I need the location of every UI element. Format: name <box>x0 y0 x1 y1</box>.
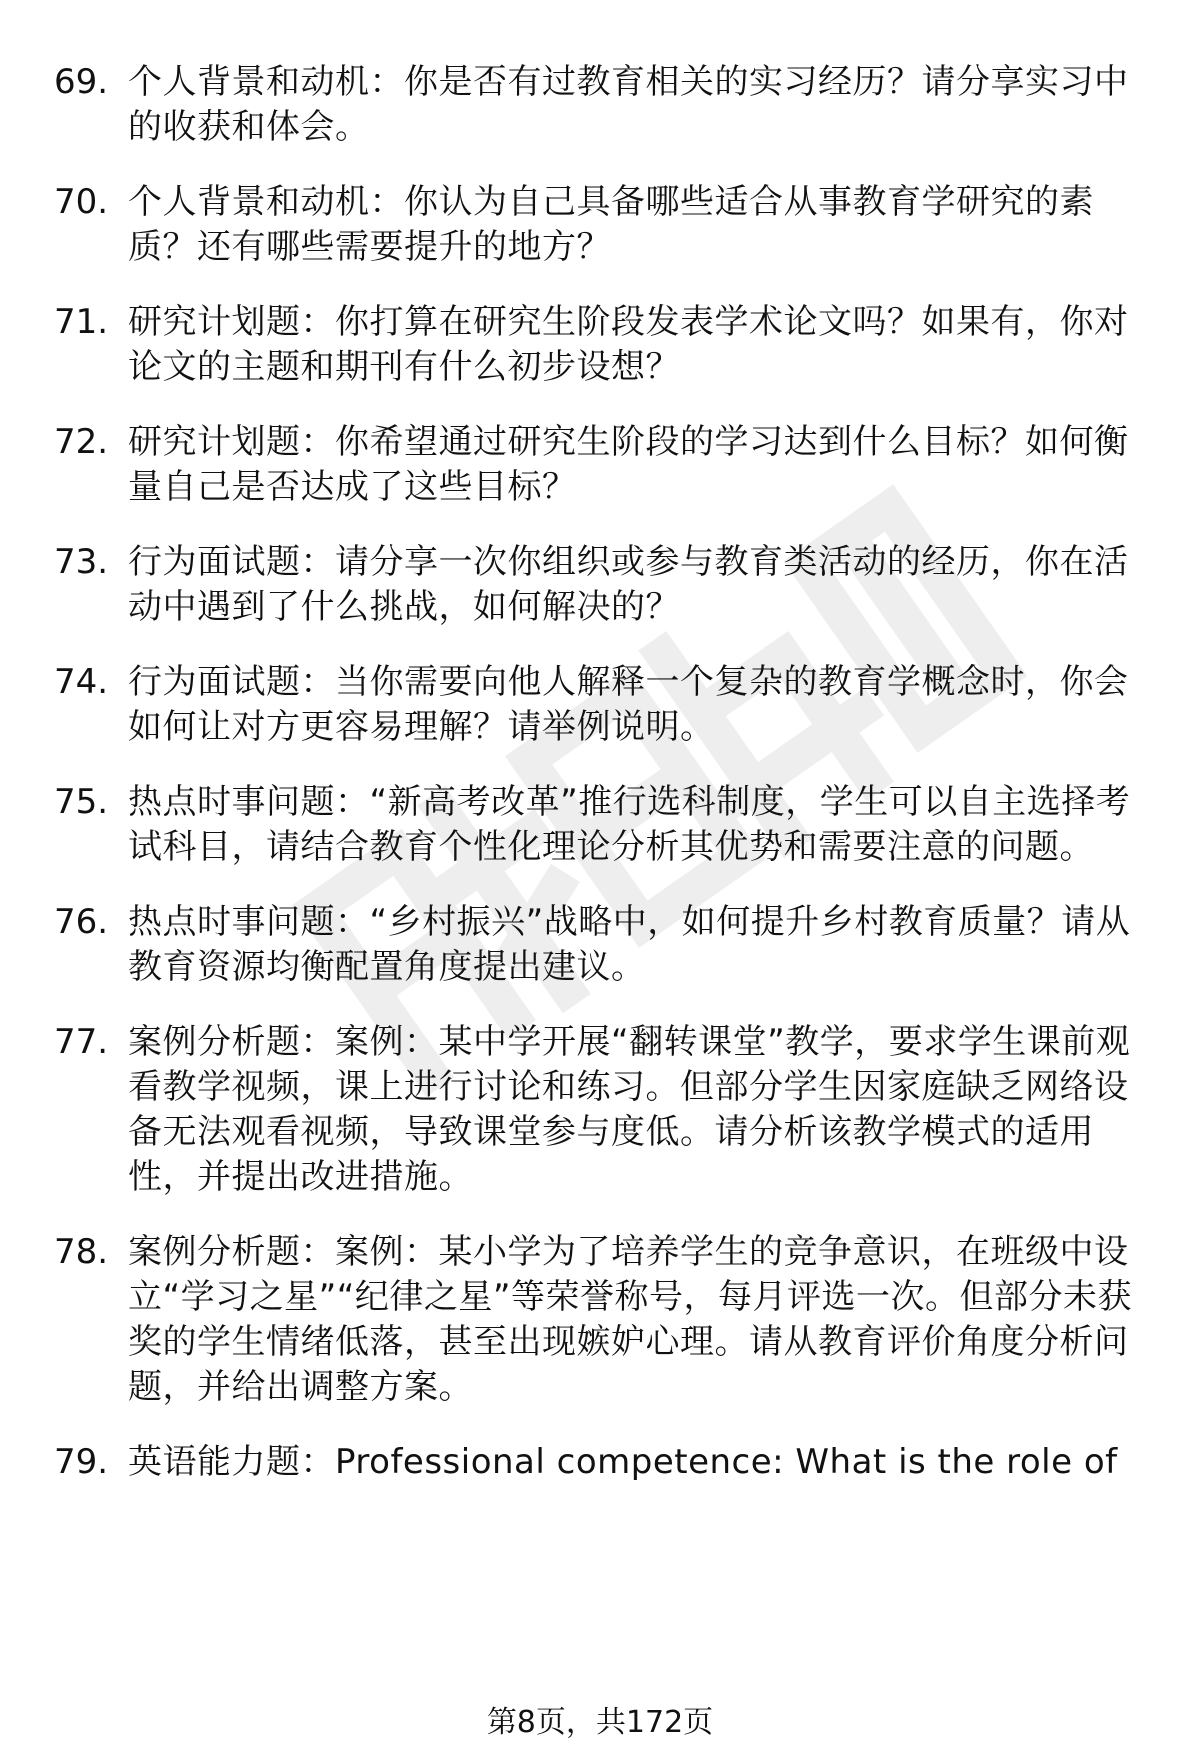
question-item <box>54 60 1144 150</box>
page-number-label: 第8页，共172页 <box>486 1705 714 1740</box>
question-number: 78. <box>54 1232 109 1272</box>
question-text: 英语能力题：Professional competence: What is the role of <box>128 1442 1118 1482</box>
question-text: 研究计划题：你希望通过研究生阶段的学习达到什么目标？如何衡量自己是否达成了这些目标？ <box>128 422 1129 507</box>
question-number: 75. <box>54 782 109 822</box>
question-text: 行为面试题：当你需要向他人解释一个复杂的教育学概念时，你会如何让对方更容易理解？请举例说明。 <box>128 662 1129 747</box>
question-number: 79. <box>54 1442 109 1482</box>
question-text: 个人背景和动机：你认为自己具备哪些适合从事教育学研究的素质？还有哪些需要提升的地方？ <box>128 182 1094 267</box>
question-list <box>54 60 1144 1515</box>
question-number: 77. <box>54 1022 109 1062</box>
question-text: 案例分析题：案例：某中学开展“翻转课堂”教学，要求学生课前观看教学视频，课上进行讨论和练习。但部分学生因家庭缺乏网络设备无法观看视频，导致课堂参与度低。请分析该教学模式的适用性，并提出改进措施。 <box>128 1022 1131 1197</box>
question-item <box>54 1020 1144 1200</box>
question-item <box>54 1440 1144 1485</box>
question-text: 热点时事问题：“新高考改革”推行选科制度，学生可以自主选择考试科目，请结合教育个性化理论分析其优势和需要注意的问题。 <box>128 782 1131 867</box>
question-item <box>54 420 1144 510</box>
question-text: 研究计划题：你打算在研究生阶段发表学术论文吗？如果有，你对论文的主题和期刊有什么初步设想？ <box>128 302 1129 387</box>
question-item <box>54 1230 1144 1410</box>
question-item <box>54 900 1144 990</box>
question-number: 74. <box>54 662 109 702</box>
question-number: 70. <box>54 182 109 222</box>
question-text: 个人背景和动机：你是否有过教育相关的实习经历？请分享实习中的收获和体会。 <box>128 62 1129 147</box>
page-footer <box>0 1703 1200 1743</box>
question-item <box>54 540 1144 630</box>
question-item <box>54 180 1144 270</box>
question-text: 案例分析题：案例：某小学为了培养学生的竞争意识，在班级中设立“学习之星”“纪律之星”等荣誉称号，每月评选一次。但部分未获奖的学生情绪低落，甚至出现嫉妒心理。请从教育评价角度分析问题，并给出调整方案。 <box>128 1232 1132 1407</box>
question-number: 69. <box>54 62 109 102</box>
question-item <box>54 780 1144 870</box>
question-number: 76. <box>54 902 109 942</box>
question-number: 72. <box>54 422 109 462</box>
question-item <box>54 300 1144 390</box>
question-number: 71. <box>54 302 109 342</box>
question-item <box>54 660 1144 750</box>
question-text: 行为面试题：请分享一次你组织或参与教育类活动的经历，你在活动中遇到了什么挑战，如何解决的？ <box>128 542 1129 627</box>
question-number: 73. <box>54 542 109 582</box>
question-text: 热点时事问题：“乡村振兴”战略中，如何提升乡村教育质量？请从教育资源均衡配置角度提出建议。 <box>128 902 1131 987</box>
